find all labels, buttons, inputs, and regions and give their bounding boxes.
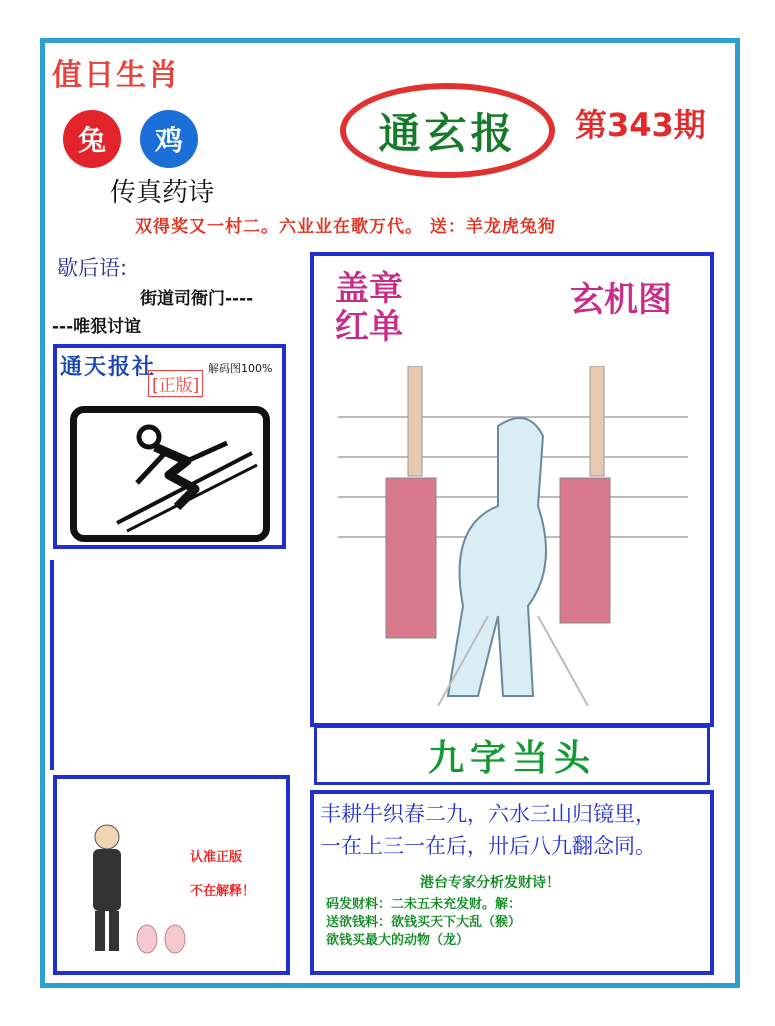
skier-icon (77, 413, 263, 535)
man-and-pigs-icon (77, 819, 197, 969)
poem-title: 传真药诗 (110, 178, 215, 208)
zodiac-badge-rabbit: 兔 (63, 110, 121, 168)
headline: 九字当头 (427, 736, 596, 779)
issue-number: 第343期 (575, 106, 706, 144)
decode-label: 解码图100% (208, 362, 273, 375)
poem-line-2: 一在上三一在后，卅后八九翻念同。 (320, 834, 656, 858)
xiehouyu-line-1: 街道司衙门---- (140, 289, 254, 309)
notice-line-1: 认准正版 (190, 850, 243, 865)
headline-box (314, 725, 710, 785)
riddle-illustration (328, 366, 698, 706)
notice-box (53, 775, 290, 975)
guide-line-1: 码发财料：二未五未充发财。解： (326, 897, 522, 912)
guide-line-2: 送欲钱料：欲钱买天下大乱（猴） (326, 915, 522, 930)
xiehouyu-label: 歇后语: (57, 256, 128, 280)
guide-title: 港台专家分析发财诗！ (420, 875, 560, 891)
notice-line-2: 不在解释！ (190, 884, 256, 899)
left-divider (50, 560, 54, 770)
duty-zodiac-label: 值日生肖 (52, 58, 180, 93)
poem-line-1: 丰耕牛织春二九，六水三山归镜里， (320, 802, 656, 826)
stamp-red-label: 盖章 红单 (335, 269, 403, 347)
genuine-stamp: [正版] (148, 370, 203, 397)
masthead-title: 通玄报 (340, 83, 555, 178)
tongtian-title: 通天报社 (60, 355, 157, 380)
skier-sign-image (70, 406, 270, 542)
xiehouyu-line-2: ---唯狠讨谊 (52, 317, 142, 337)
zodiac-badge-rooster: 鸡 (140, 110, 198, 168)
guide-line-3: 欲钱买最大的动物（龙） (326, 933, 470, 948)
tagline: 双得奖又一村二。六业业在歌万代。 送：羊龙虎兔狗 (135, 217, 556, 237)
riddle-picture-label: 玄机图 (570, 280, 672, 320)
